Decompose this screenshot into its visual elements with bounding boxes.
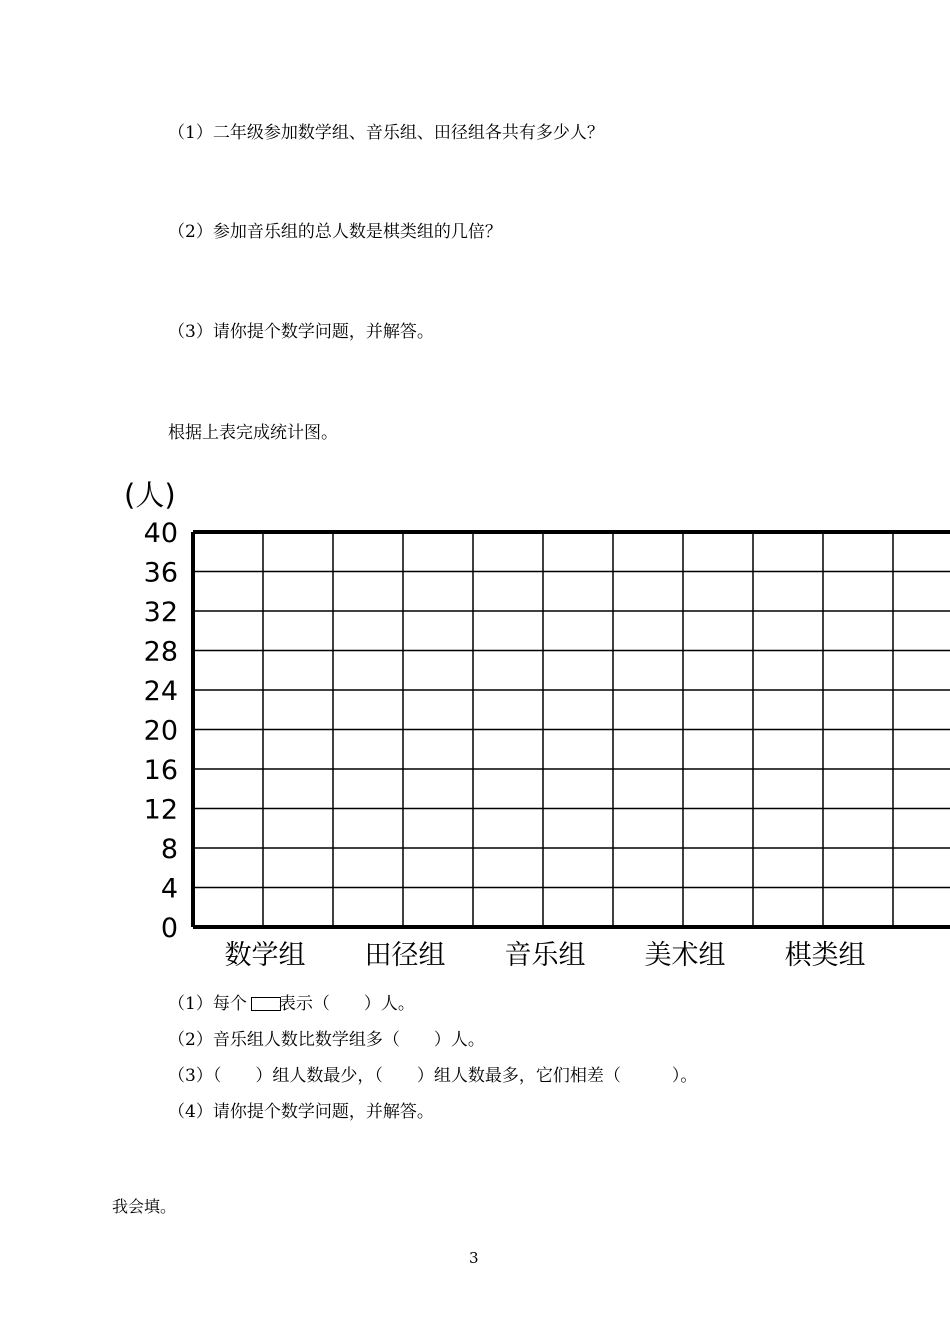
y-tick-label: 0: [160, 913, 178, 944]
question-1: （1）二年级参加数学组、音乐组、田径组各共有多少人？: [168, 123, 604, 143]
x-category-label: 棋类组: [784, 940, 866, 971]
x-category-label: 音乐组: [504, 940, 586, 971]
x-category-label: 美术组: [644, 940, 726, 971]
subquestion-1-suffix: 表示（ ）人。: [278, 994, 415, 1014]
y-tick-label: 20: [143, 715, 178, 747]
y-axis-tick-labels: [144, 518, 178, 944]
y-tick-label: 28: [143, 636, 178, 668]
x-category-label: 数学组: [224, 940, 306, 971]
subquestion-1: [168, 994, 415, 1014]
y-tick-label: 12: [143, 794, 178, 826]
y-tick-label: 4: [160, 873, 178, 905]
x-category-label: 田径组: [364, 940, 446, 971]
y-tick-label: 36: [143, 557, 178, 589]
question-3: （3）请你提个数学问题，并解答。: [168, 322, 434, 342]
y-tick-label: 8: [160, 834, 178, 865]
fill-in-title: 我会填。: [112, 1197, 177, 1216]
unit-square-icon: [251, 997, 281, 1011]
y-tick-label: 24: [143, 676, 178, 707]
y-tick-label: 40: [143, 518, 178, 549]
chart-grid-lines: [193, 532, 950, 927]
subquestion-3: （3）（ ）组人数最少，（ ）组人数最多，它们相差（ ）。: [168, 1066, 698, 1086]
page-number: 3: [469, 1249, 479, 1267]
question-2: （2）参加音乐组的总人数是棋类组的几倍？: [168, 222, 502, 242]
subquestion-1-prefix: （1）每个: [168, 994, 247, 1014]
x-axis-category-labels: [225, 940, 866, 971]
y-axis-unit-label: (人): [124, 478, 176, 512]
bar-chart-grid: [0, 470, 950, 990]
subquestion-4: （4）请你提个数学问题，并解答。: [168, 1102, 434, 1122]
subquestion-2: （2）音乐组人数比数学组多（ ）人。: [168, 1030, 485, 1050]
y-tick-label: 16: [143, 755, 178, 786]
chart-instruction: 根据上表完成统计图。: [168, 423, 338, 443]
y-tick-label: 32: [143, 597, 178, 628]
